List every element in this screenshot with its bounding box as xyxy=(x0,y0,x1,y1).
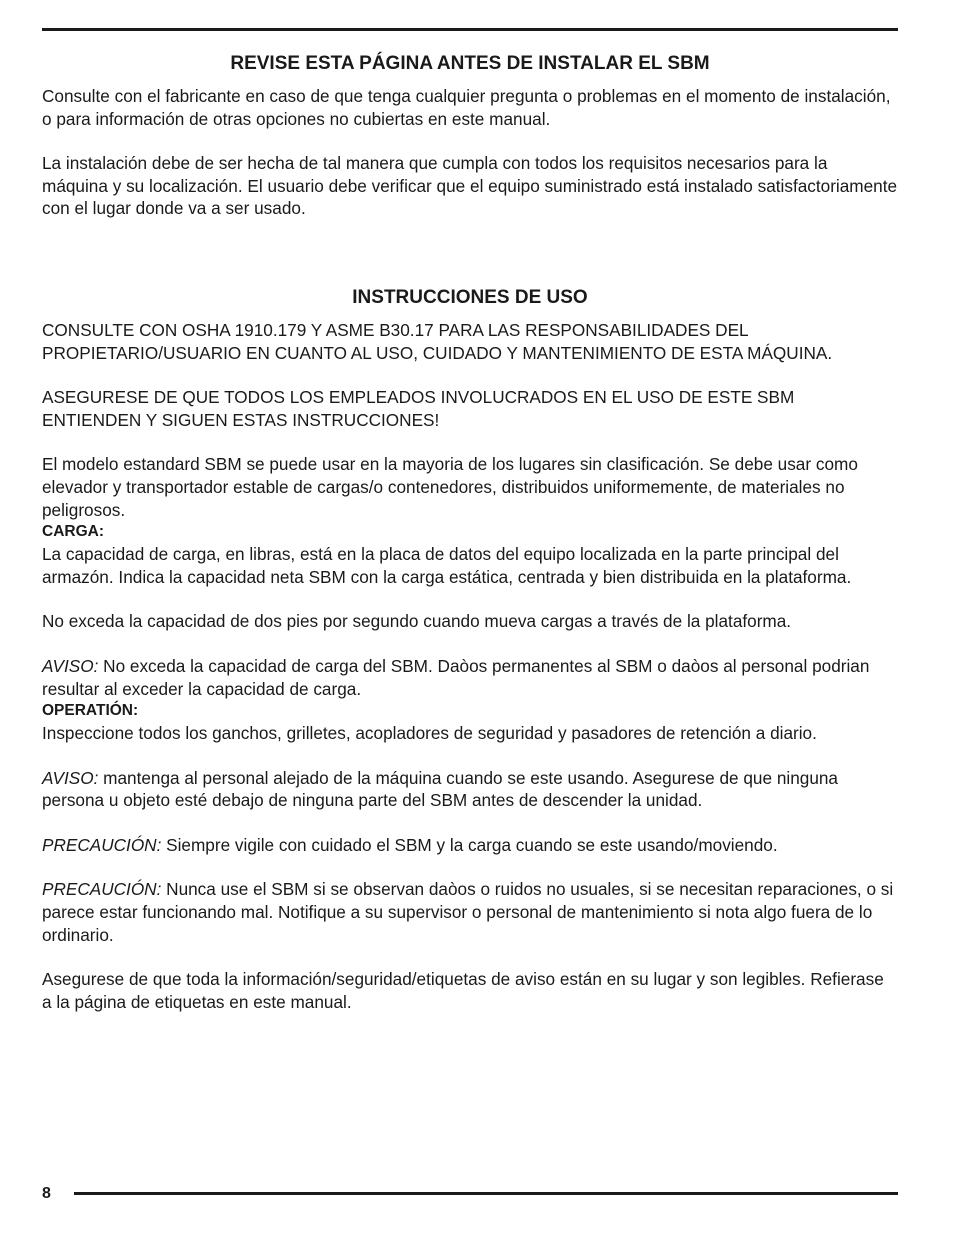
paragraph-employees: ASEGURESE DE QUE TODOS LOS EMPLEADOS INVOLUCRADOS EN EL USO DE ESTE SBM ENTIENDEN Y SIGUEN ESTAS INSTRUCCIONES! xyxy=(42,387,795,430)
page-content xyxy=(42,52,898,1013)
top-rule xyxy=(42,28,898,31)
caution-text: Siempre vigile con cuidado el SBM y la carga cuando se este usando/moviendo. xyxy=(161,834,778,855)
paragraph-load-capacity: La capacidad de carga, en libras, está en la placa de datos del equipo localizada en la parte principal del armazón. Indica la capacidad neta SBM con la carga estática, centrada y bien distribuida en la plataforma. xyxy=(42,544,852,587)
paragraph-consult-manufacturer: Consulte con el fabricante en caso de que tenga cualquier pregunta o problemas en el momento de instalación, o para información de otras opciones no cubiertas en este manual. xyxy=(42,86,891,129)
paragraph-caution-monitor xyxy=(42,834,898,857)
bottom-rule xyxy=(74,1192,898,1195)
paragraph-standard-model: El modelo estandard SBM se puede usar en la mayoria de los lugares sin clasificación. Se debe usar como elevador y transportador estable de cargas/o contenedores, distribuidos uniformemente, de materiales no peligrosos. xyxy=(42,454,858,520)
paragraph-osha: CONSULTE CON OSHA 1910.179 Y ASME B30.17 PARA LAS RESPONSABILIDADES DEL PROPIETARIO/USUARIO EN CUANTO AL USO, CUIDADO Y MANTENIMIENTO DE ESTA MÁQUINA. xyxy=(42,319,833,363)
heading-review: REVISE ESTA PÁGINA ANTES DE INSTALAR EL SBM xyxy=(230,53,710,74)
paragraph-installation-requirements: La instalación debe de ser hecha de tal manera que cumpla con todos los requisitos necesarios para la máquina y su localización. El usuario debe verificar que el equipo suministrado está instalado satisfactoriamente con el lugar donde va a ser usado. xyxy=(42,153,898,219)
page-footer xyxy=(42,1182,898,1206)
warning-text: No exceda la capacidad de carga del SBM. Daòos permanentes al SBM o daòos al personal podrian resultar al exceder la capacidad de carga. xyxy=(42,655,870,699)
page-number: 8 xyxy=(42,1185,51,1202)
paragraph-carga-warning xyxy=(42,655,898,700)
paragraph-caution-damage xyxy=(42,878,898,946)
subheading-operacion: OPERATIÓN: xyxy=(42,702,139,720)
paragraph-speed-limit: No exceda la capacidad de dos pies por segundo cuando mueva cargas a través de la plataforma. xyxy=(42,611,792,632)
paragraph-inspection: Inspeccione todos los ganchos, grilletes, acopladores de seguridad y pasadores de retención a diario. xyxy=(42,723,817,744)
paragraph-operacion-warning xyxy=(42,767,898,812)
caution-text: Nunca use el SBM si se observan daòos o ruidos no usuales, si se necesitan reparaciones, o si parece estar funcionando mal. Notifique a su supervisor o personal de mantenimiento si nota algo fuera de lo ordinario. xyxy=(42,879,894,945)
warning-label: AVISO: xyxy=(42,767,99,788)
warning-text: mantenga al personal alejado de la máquina cuando se este usando. Asegurese de que ninguna persona u objeto esté debajo de ninguna parte del SBM antes de descender la unidad. xyxy=(42,767,838,811)
subheading-carga: CARGA: xyxy=(42,523,104,541)
warning-label: AVISO: xyxy=(42,655,99,676)
paragraph-labels: Asegurese de que toda la información/seguridad/etiquetas de aviso están en su lugar y son legibles. Refierase a la página de etiquetas en este manual. xyxy=(42,969,884,1012)
caution-label: PRECAUCIÓN: xyxy=(42,879,162,900)
heading-instructions: INSTRUCCIONES DE USO xyxy=(352,286,588,308)
caution-label: PRECAUCIÓN: xyxy=(42,834,162,855)
